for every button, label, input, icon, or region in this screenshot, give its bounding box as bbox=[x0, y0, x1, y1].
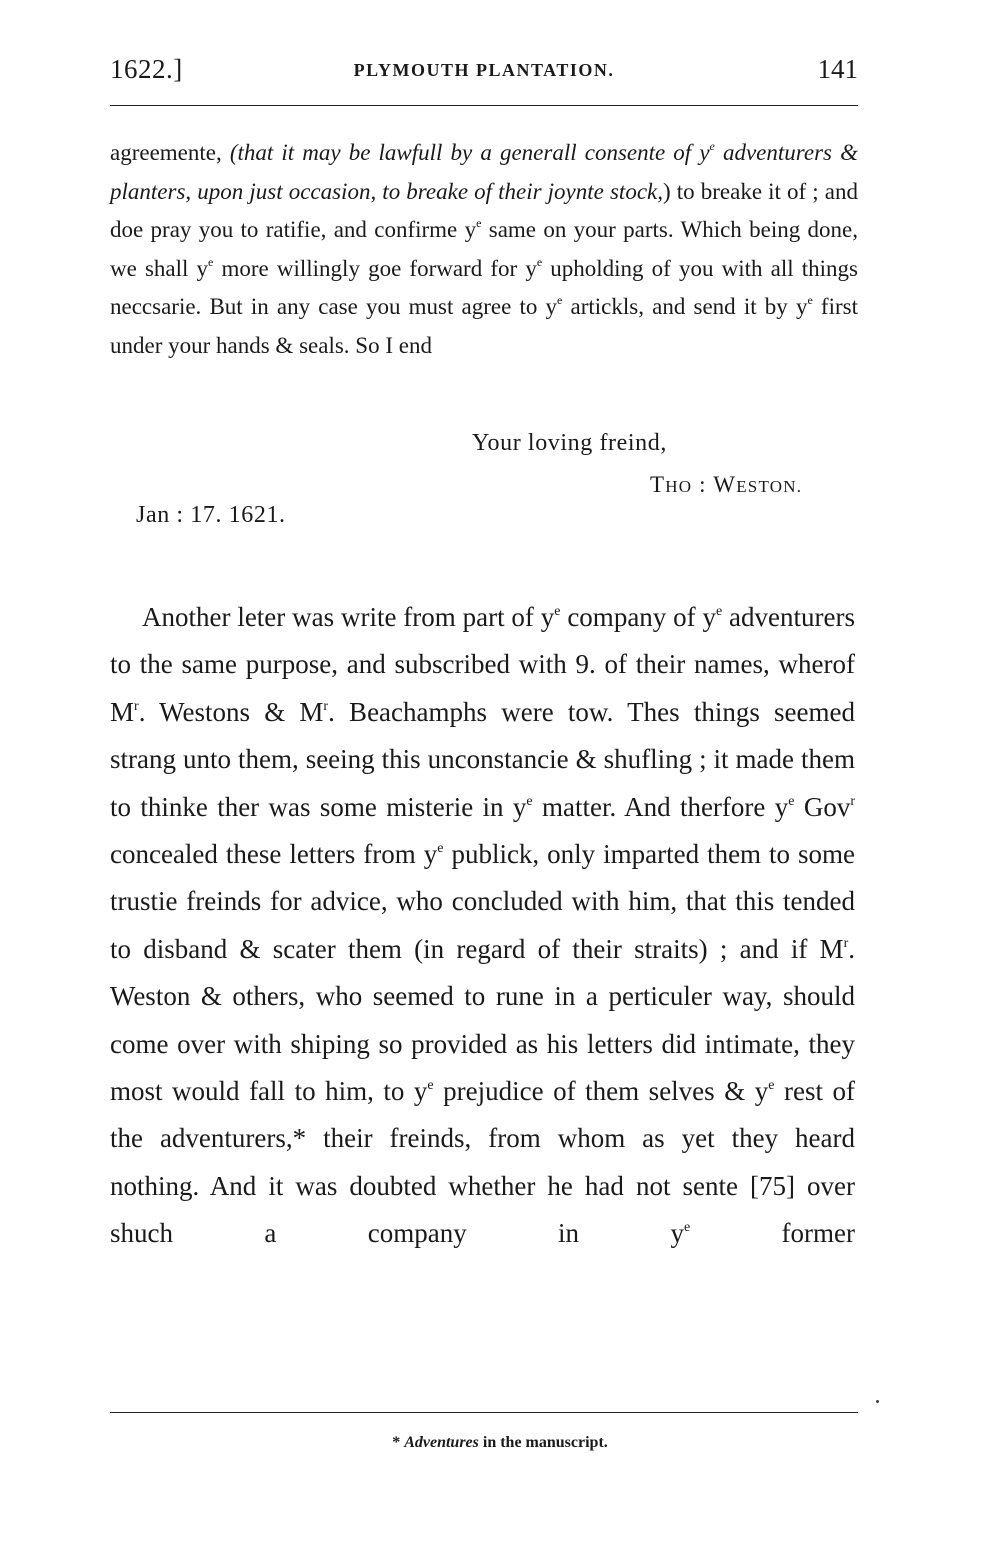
header-year: 1622.] bbox=[110, 54, 183, 84]
letter-text: agreemente, bbox=[110, 140, 230, 165]
narrative-body bbox=[110, 594, 855, 1258]
letter-date: Jan : 17. 1621. bbox=[136, 502, 286, 528]
print-speck bbox=[876, 1400, 879, 1403]
header-title: PLYMOUTH PLANTATION. bbox=[353, 60, 615, 80]
page-number: 141 bbox=[817, 54, 858, 84]
running-header bbox=[110, 50, 858, 90]
footnote-marker: * bbox=[392, 1434, 401, 1451]
header-rule bbox=[110, 105, 858, 106]
letter-signature: THO : WESTON. bbox=[650, 472, 803, 497]
footnote-rule bbox=[110, 1412, 858, 1413]
letter-body: agreemente, (that it may be lawfull by a generall consente of $y^e$ adventurers & planters, upon just occasion, to breake of their joynte stock,) to breake it of ; and doe pray you to ratifie, and confirme $y^e$ same on your parts. Which being done, we shall $y^e$ more willingly goe forward for $y^e$ upholding of you with all things neccsarie. But in any case you must agree to $y^e$ artickls, and send it by $y^e$ first under your hands & seals. So I end bbox=[110, 139, 858, 358]
footnote bbox=[0, 1434, 1000, 1452]
letter-italic: (that it may be lawfull by a generall consente of $y^e$ adventurers & planters, upon just occasion, to breake of their joynte stock, bbox=[110, 139, 858, 204]
footnote-text: in the manuscript. bbox=[478, 1434, 608, 1451]
footnote-term: Adventures bbox=[404, 1434, 479, 1451]
narrative-paragraph: Another leter was write from part of $y^e$ company of $y^e$ adventurers to the same purpose, and subscribed with 9. of their names, wherof $M^r$. Westons & $M^r$. Beachamphs were tow. Thes things seemed strang unto them, seeing this unconstancie & shufling ; it made them to thinke ther was some misterie in $y^e$ matter. And therfore $y^e$ Gov$^r$ concealed these letters from $y^e$ publick, only imparted them to some trustie freinds for advice, who concluded with him, that this tended to disband & scater them (in regard of their straits) ; and if $M^r$. Weston & others, who seemed to rune in a perticuler way, should come over with shiping so provided as his letters did intimate, they most would fall to him, to $y^e$ prejudice of them selves & $y^e$ rest of the adventurers,* their freinds, from whom as yet they heard nothing. And it was doubted whether he had not sente [75] over shuch a company in $y^e$ former bbox=[110, 602, 855, 1249]
letter-closing: Your loving freind, bbox=[472, 430, 667, 456]
